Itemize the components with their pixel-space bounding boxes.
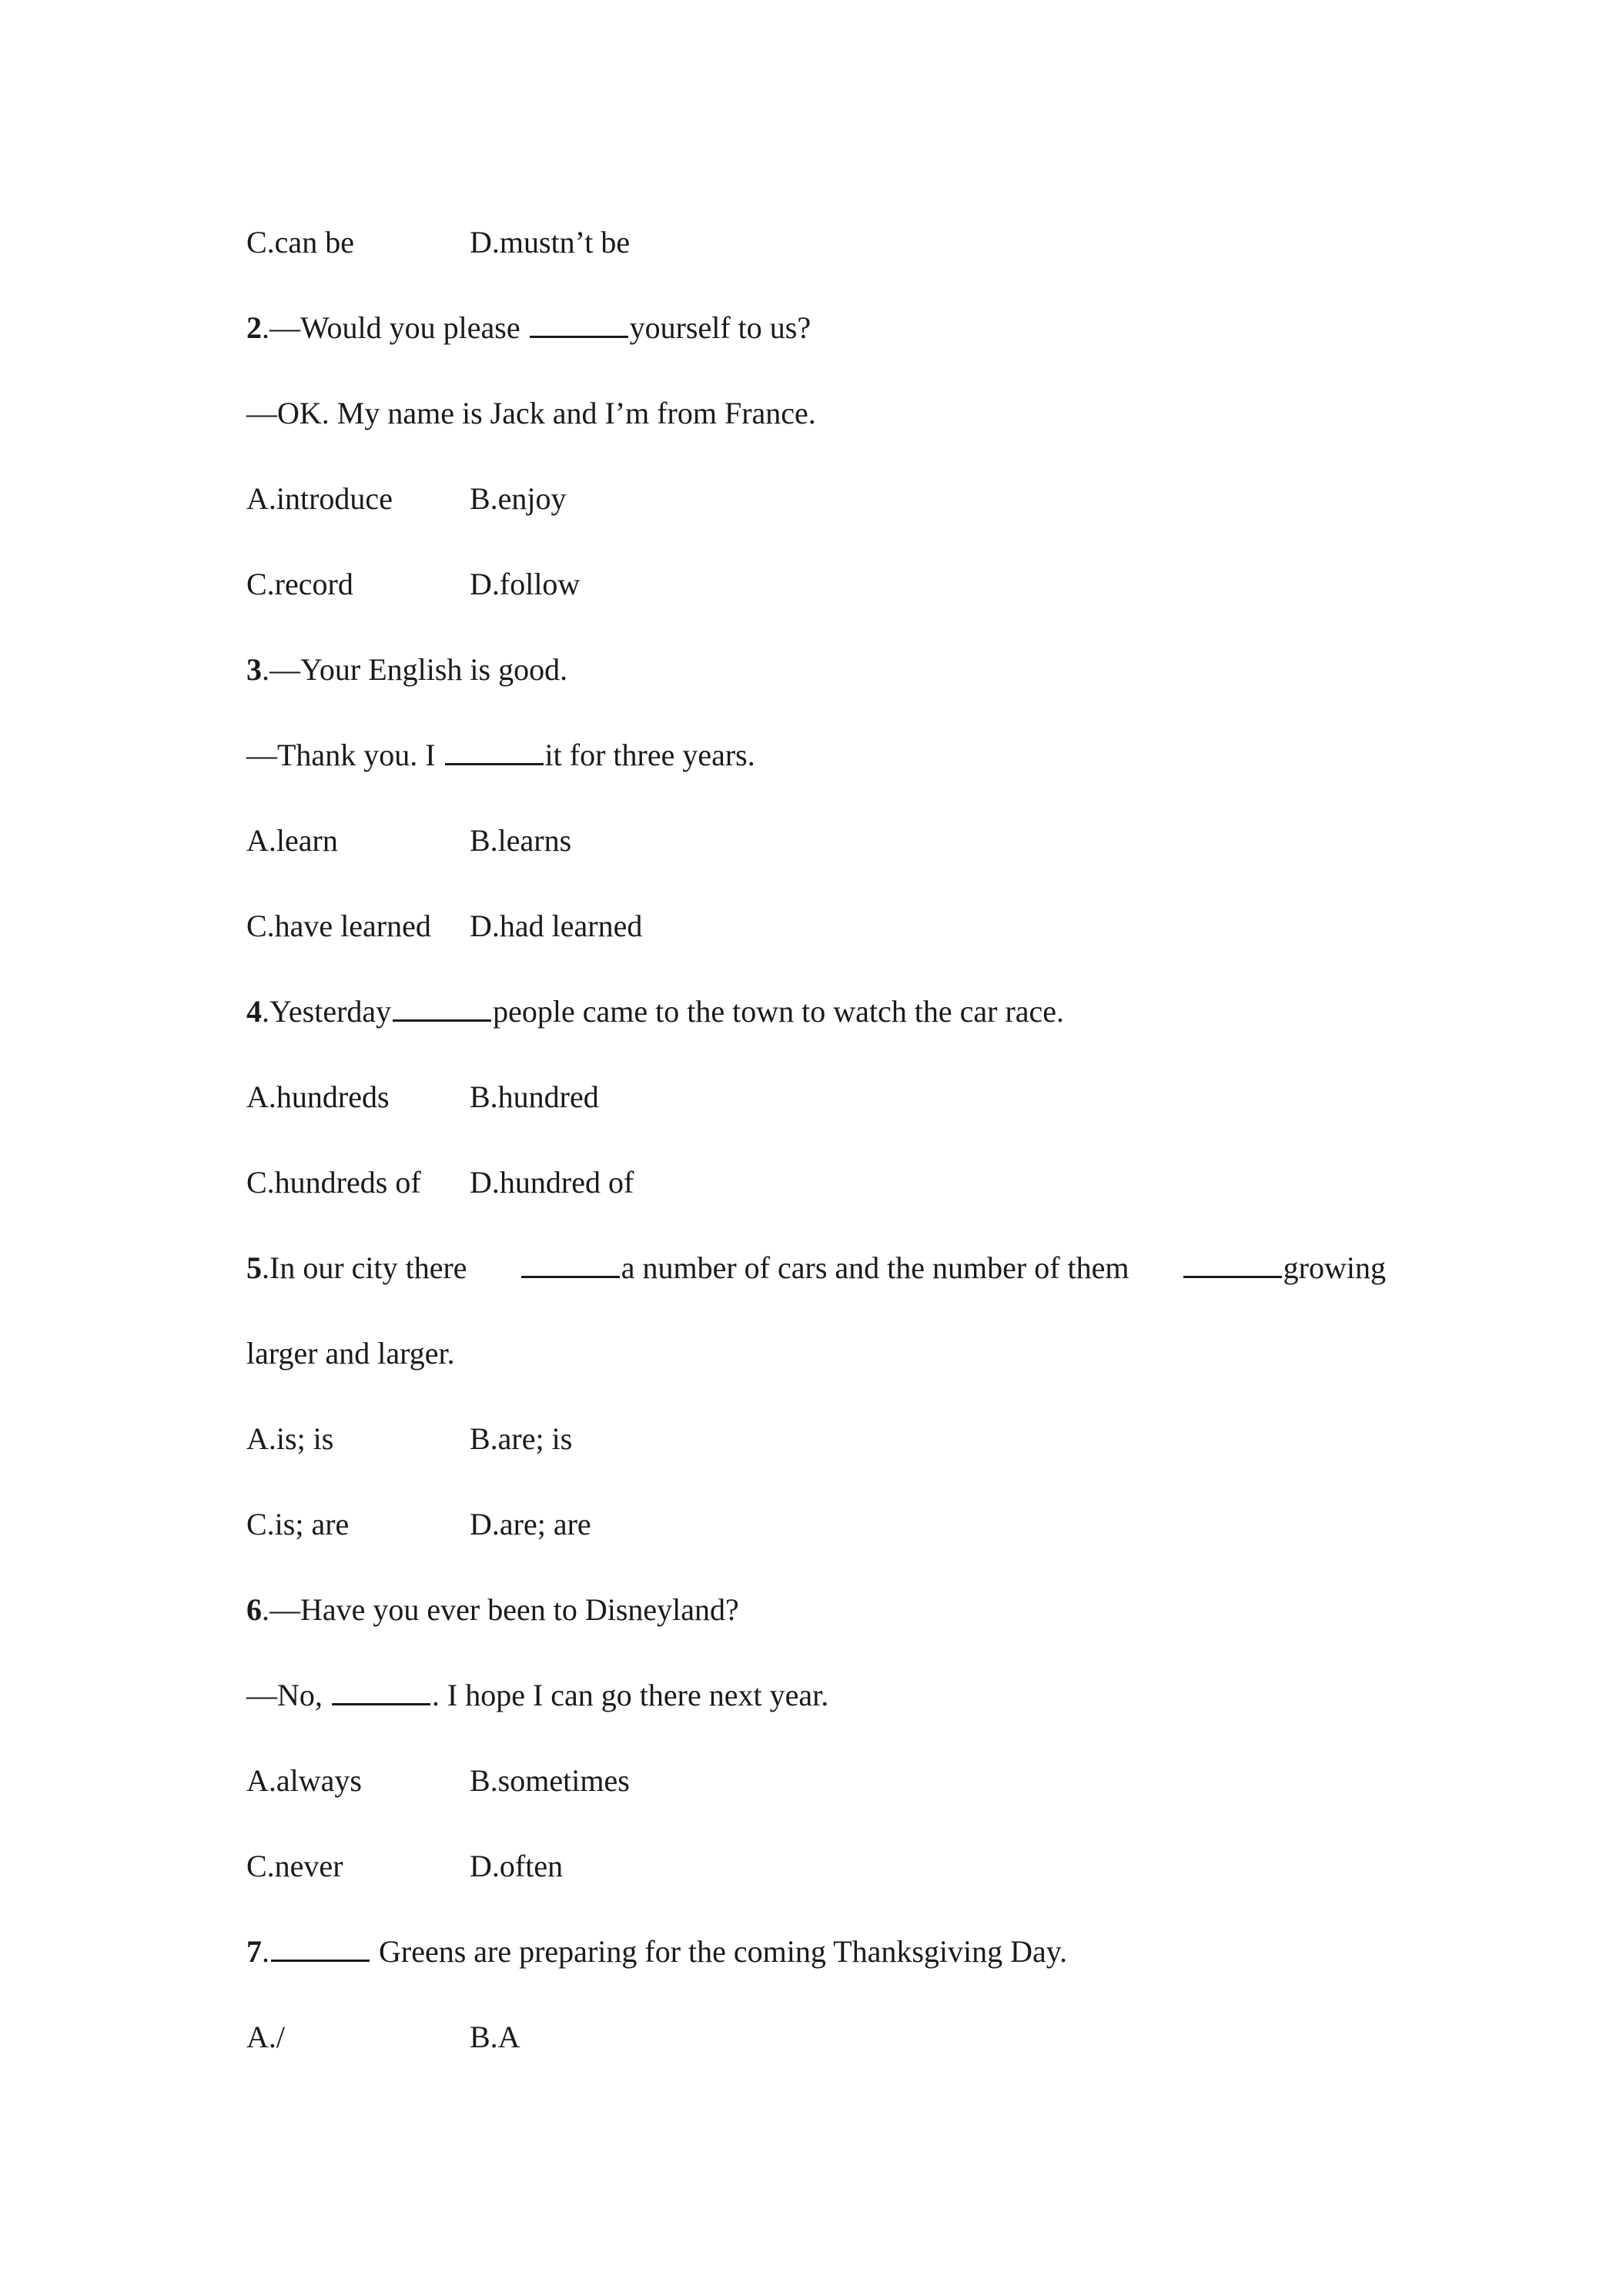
q4-option-d: D.hundred of <box>470 1165 634 1200</box>
q7-blank <box>271 1933 370 1962</box>
q5-stem-c: growing <box>1283 1250 1386 1285</box>
q7-stem-b: Greens are preparing for the coming Thanksgiving Day. <box>371 1934 1068 1969</box>
q5-stem-part3 <box>1182 1249 1386 1287</box>
q3-reply-b: it for three years. <box>544 738 755 772</box>
q3-option-c: C.have learned <box>246 909 431 943</box>
q6-reply-a: —No, <box>246 1678 330 1712</box>
q5-stem-a: .In our city there <box>262 1250 467 1285</box>
q3-reply-a: —Thank you. I <box>246 738 443 772</box>
q4-blank <box>393 993 491 1022</box>
q4-stem-b: people came to the town to watch the car race. <box>493 994 1065 1029</box>
q6-option-b: B.sometimes <box>470 1763 630 1798</box>
q5-option-c: C.is; are <box>246 1507 350 1541</box>
q2-number: 2 <box>246 310 262 345</box>
q3-number: 3 <box>246 652 262 687</box>
q6-reply <box>246 1676 828 1715</box>
q2-stem-b: yourself to us? <box>629 310 812 345</box>
q5-number: 5 <box>246 1250 262 1285</box>
q4-stem <box>246 992 1064 1031</box>
q5-option-a: A.is; is <box>246 1421 334 1456</box>
q7-option-b: B.A <box>470 2020 520 2054</box>
q6-stem <box>246 1591 739 1629</box>
q5-stem-b: a number of cars and the number of them <box>621 1250 1129 1285</box>
q5-blank-1 <box>521 1250 620 1278</box>
q2-stem <box>246 309 811 347</box>
q5-option-d: D.are; are <box>470 1507 591 1541</box>
q6-option-d: D.often <box>470 1849 564 1883</box>
q4-option-a: A.hundreds <box>246 1079 390 1114</box>
q5-stem-part1 <box>246 1249 467 1287</box>
q7-number: 7 <box>246 1934 262 1969</box>
q3-reply <box>246 736 755 775</box>
q3-blank <box>445 737 544 765</box>
q4-number: 4 <box>246 994 262 1029</box>
q4-option-b: B.hundred <box>470 1079 599 1114</box>
q5-option-b: B.are; is <box>470 1421 573 1456</box>
q3-option-a: A.learn <box>246 823 338 858</box>
q5-stem-continued: larger and larger. <box>246 1336 455 1371</box>
q4-stem-a: .Yesterday <box>262 994 392 1029</box>
q2-blank <box>530 310 628 338</box>
q3-option-d: D.had learned <box>470 909 643 943</box>
q3-stem <box>246 651 567 689</box>
q3-stem-text: .—Your English is good. <box>262 652 568 687</box>
q5-stem <box>246 1249 1386 1287</box>
q5-blank-2 <box>1183 1250 1282 1278</box>
q6-option-c: C.never <box>246 1849 343 1883</box>
q1-option-d: D.mustn’t be <box>470 225 631 259</box>
q6-number: 6 <box>246 1592 262 1627</box>
q2-option-a: A.introduce <box>246 481 393 516</box>
q2-reply: —OK. My name is Jack and I’m from France. <box>246 396 816 430</box>
q7-stem-a: . <box>262 1934 269 1969</box>
q1-option-c: C.can be <box>246 225 354 259</box>
q2-option-c: C.record <box>246 567 353 601</box>
q6-stem-text: .—Have you ever been to Disneyland? <box>262 1592 739 1627</box>
q6-option-a: A.always <box>246 1763 362 1798</box>
q6-reply-b: . I hope I can go there next year. <box>431 1678 829 1712</box>
q2-option-d: D.follow <box>470 567 581 601</box>
q7-stem <box>246 1933 1067 1971</box>
q5-stem-part2 <box>520 1249 1129 1287</box>
q6-blank <box>332 1677 430 1705</box>
q2-option-b: B.enjoy <box>470 481 567 516</box>
q3-option-b: B.learns <box>470 823 572 858</box>
q4-option-c: C.hundreds of <box>246 1165 421 1200</box>
q2-stem-a: .—Would you please <box>262 310 528 345</box>
q7-option-a: A./ <box>246 2020 285 2054</box>
